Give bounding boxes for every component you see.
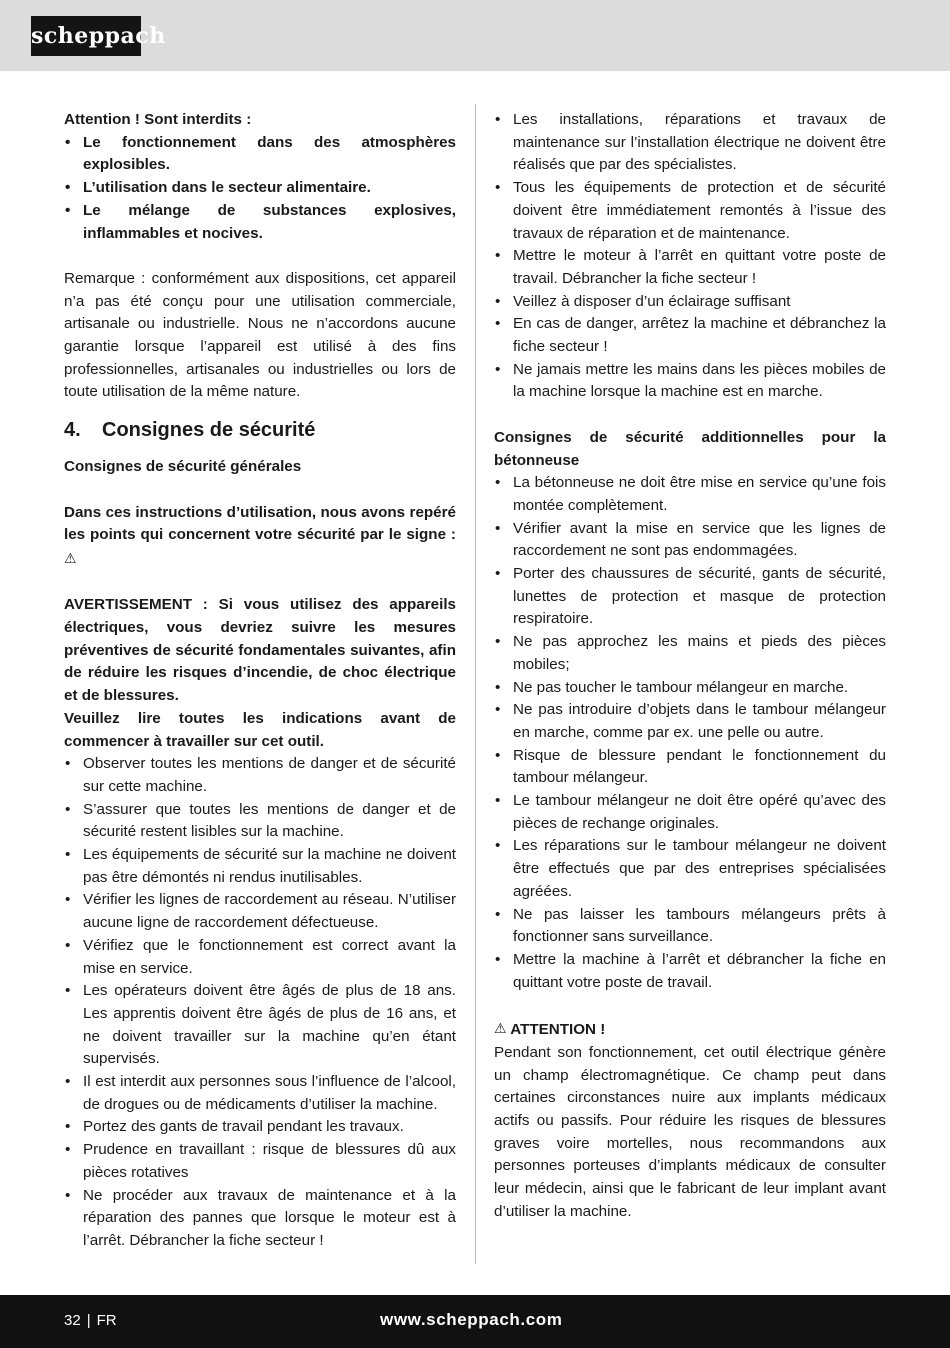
attention-heading: [494, 1017, 886, 1042]
maintenance-list: [494, 109, 886, 404]
safety-item: • Prudence en travaillant : risque de blessures dû aux pièces rotatives: [64, 1139, 456, 1184]
maintenance-item: • Ne jamais mettre les mains dans les pièces mobiles de la machine lorsque la machine est en marche.: [494, 359, 886, 404]
right-column: [494, 109, 886, 1223]
read-instructions-paragraph: Veuillez lire toutes les indications avant de commencer à travailler sur cet outil.: [64, 709, 456, 750]
safety-list: [64, 753, 456, 1252]
maintenance-item: • Veillez à disposer d’un éclairage suffisant: [494, 291, 886, 314]
forbidden-item: • Le fonctionnement dans des atmosphères explosibles.: [64, 132, 456, 177]
additional-safety-item: • Mettre la machine à l’arrêt et débrancher la fiche en quittant votre poste de travail.: [494, 949, 886, 994]
website-link[interactable]: www.scheppach.com: [380, 1310, 563, 1329]
safety-item: • Ne procéder aux travaux de maintenance et à la réparation des pannes que lorsque le moteur est à l’arrêt. Débrancher la fiche secteur !: [64, 1185, 456, 1253]
language-code: FR: [96, 1312, 117, 1329]
column-divider: [475, 104, 476, 1264]
section-title: Consignes de sécurité: [102, 419, 316, 442]
maintenance-item: • En cas de danger, arrêtez la machine et débranchez la fiche secteur !: [494, 313, 886, 358]
forbidden-list: [64, 132, 456, 246]
warning-triangle-icon: ⚠: [64, 549, 77, 566]
page-footer: [0, 1295, 950, 1348]
additional-safety-item: • Vérifier avant la mise en service que les lignes de raccordement ne sont pas endommagées.: [494, 518, 886, 563]
safety-item: • S’assurer que toutes les mentions de danger et de sécurité restent lisibles sur la machine.: [64, 799, 456, 844]
page-indicator: [64, 1311, 117, 1331]
additional-safety-item: • Risque de blessure pendant le fonctionnement du tambour mélangeur.: [494, 745, 886, 790]
forbidden-item: • Le mélange de substances explosives, inflammables et nocives.: [64, 200, 456, 245]
warning-paragraph: AVERTISSEMENT : Si vous utilisez des appareils électriques, vous devriez suivre les mesures préventives de sécurité fondamentales suivantes, afin de réduire les risques d’incendie, de choc électrique et de blessures.: [64, 596, 456, 705]
safety-item: • Vérifiez que le fonctionnement est correct avant la mise en service.: [64, 935, 456, 980]
page-header: [0, 0, 950, 71]
attention-paragraph: Pendant son fonctionnement, cet outil électrique génère un champ électromagnétique. Ce champ peut dans certaines circonstances nuire aux implants médicaux actifs ou passifs. Pour réduire les risques de blessures graves voire mortelles, nous recommandons aux personnes porteuses d’implants médicaux de consulter leur médecin, ainsi que le fabricant de leur implant avant d’utiliser la machine.: [494, 1043, 886, 1220]
marked-intro-paragraph: [64, 502, 456, 572]
left-column: [64, 109, 456, 1253]
section-number: 4.: [64, 419, 81, 442]
safety-item: • Les équipements de sécurité sur la machine ne doivent pas être démontés ni rendus inutilisables.: [64, 844, 456, 889]
forbidden-title: Attention ! Sont interdits :: [64, 111, 252, 128]
additional-safety-item: • Le tambour mélangeur ne doit être opéré qu’avec des pièces de rechange originales.: [494, 790, 886, 835]
marked-intro-text: Dans ces instructions d’utilisation, nous avons repéré les points qui concernent votre sécurité par le signe :: [64, 503, 456, 544]
safety-item: • Portez des gants de travail pendant les travaux.: [64, 1116, 456, 1139]
additional-safety-title: Consignes de sécurité additionnelles pour la bétonneuse: [494, 428, 886, 469]
safety-item: • Les opérateurs doivent être âgés de plus de 18 ans. Les apprentis doivent être âgés de plus de 16 ans, et ne doivent travailler sur la machine qu’en étant supervisés.: [64, 980, 456, 1071]
warning-triangle-icon: ⚠: [494, 1020, 507, 1037]
additional-safety-item: • Ne pas approchez les mains et pieds des pièces mobiles;: [494, 631, 886, 676]
additional-safety-item: • Les réparations sur le tambour mélangeur ne doivent être effectués que par des entreprises spécialisées agréées.: [494, 835, 886, 903]
additional-safety-item: • Porter des chaussures de sécurité, gants de sécurité, lunettes de protection et masque de protection respiratoire.: [494, 563, 886, 631]
maintenance-item: • Les installations, réparations et travaux de maintenance sur l’installation électrique ne doivent être réalisés que par des spécialistes.: [494, 109, 886, 177]
general-safety-title: Consignes de sécurité générales: [64, 458, 302, 476]
forbidden-item: • L’utilisation dans le secteur alimentaire.: [64, 177, 456, 200]
additional-safety-item: • Ne pas laisser les tambours mélangeurs prêts à fonctionner sans surveillance.: [494, 904, 886, 949]
page-separator: |: [86, 1312, 91, 1329]
remark-paragraph: Remarque : conformément aux dispositions, cet appareil n’a pas été conçu pour une utilisation commerciale, artisanale ou industrielle. Nous ne n’accordons aucune garantie lorsque l’appareil est utilisé à des fins professionnelles, artisanales ou industrielles ou lors de toute utilisation de la même nature.: [64, 269, 456, 401]
maintenance-item: • Mettre le moteur à l’arrêt en quittant votre poste de travail. Débrancher la fiche secteur !: [494, 245, 886, 290]
safety-item: • Observer toutes les mentions de danger et de sécurité sur cette machine.: [64, 753, 456, 798]
safety-item: • Vérifier les lignes de raccordement au réseau. N’utiliser aucune ligne de raccordement défectueuse.: [64, 889, 456, 934]
additional-safety-list: [494, 472, 886, 994]
additional-safety-item: • La bétonneuse ne doit être mise en service qu’une fois montée complètement.: [494, 472, 886, 517]
safety-item: • Il est interdit aux personnes sous l’influence de l’alcool, de drogues ou de médicaments d’utiliser la machine.: [64, 1071, 456, 1116]
section-heading: [64, 415, 456, 445]
attention-title: ATTENTION !: [510, 1021, 606, 1039]
page-number: 32: [64, 1312, 81, 1329]
maintenance-item: • Tous les équipements de protection et de sécurité doivent être immédiatement remontés à l’issue des travaux de réparation et de maintenance.: [494, 177, 886, 245]
brand-logo: scheppach: [31, 16, 141, 56]
additional-safety-item: • Ne pas toucher le tambour mélangeur en marche.: [494, 677, 886, 700]
additional-safety-item: • Ne pas introduire d’objets dans le tambour mélangeur en marche, comme par ex. une pelle ou autre.: [494, 699, 886, 744]
